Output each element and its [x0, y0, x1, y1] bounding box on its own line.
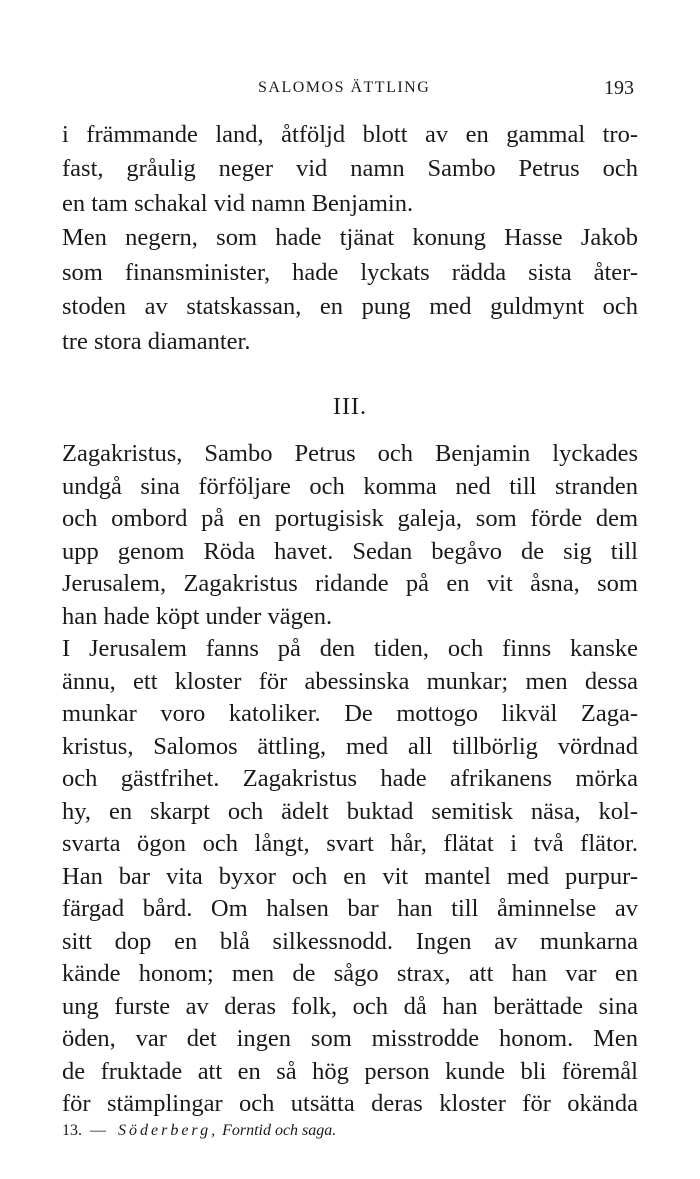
footer-title: Forntid och saga.	[222, 1122, 337, 1139]
text-line: och ombord på en portugisisk galeja, som förde dem	[62, 505, 638, 532]
footer-signature-line	[62, 1121, 336, 1141]
text-line: I Jerusalem fanns på den tiden, och finns kanske	[62, 635, 638, 662]
text-line: svarta ögon och långt, svart hår, flätat i två flätor.	[62, 830, 638, 857]
text-line: hy, en skarpt och ädelt buktad semitisk näsa, kol-	[62, 798, 638, 825]
text-line: i främmande land, åtföljd blott av en gammal tro-	[62, 121, 638, 148]
text-line: Jerusalem, Zagakristus ridande på en vit åsna, som	[62, 570, 638, 597]
footer-dash: —	[90, 1122, 106, 1139]
section-heading: III.	[333, 394, 367, 420]
running-title: SALOMOS ÄTTLING	[258, 79, 431, 96]
text-line: och gästfrihet. Zagakristus hade afrikanens mörka	[62, 765, 638, 792]
text-line: kände honom; men de sågo strax, att han var en	[62, 960, 638, 987]
text-line: tre stora diamanter.	[62, 328, 251, 355]
text-line: öden, var det ingen som misstrodde honom. Men	[62, 1025, 638, 1052]
text-line: en tam schakal vid namn Benjamin.	[62, 190, 414, 217]
text-line: de fruktade att en så hög person kunde bli föremål	[62, 1058, 638, 1085]
text-line: Han bar vita byxor och en vit mantel med purpur-	[62, 863, 638, 890]
footer-author: Söderberg,	[118, 1122, 219, 1139]
text-line: undgå sina förföljare och komma ned till stranden	[62, 473, 638, 500]
text-line: färgad bård. Om halsen bar han till åminnelse av	[62, 895, 638, 922]
text-line: Men negern, som hade tjänat konung Hasse Jakob	[62, 224, 638, 251]
text-line: han hade köpt under vägen.	[62, 603, 333, 630]
text-line: för stämplingar och utsätta deras kloster för okända	[62, 1090, 638, 1117]
text-line: kristus, Salomos ättling, med all tillbörlig vördnad	[62, 733, 638, 760]
text-line: ännu, ett kloster för abessinska munkar; men dessa	[62, 668, 638, 695]
text-line: som finansminister, hade lyckats rädda sista åter-	[62, 259, 638, 286]
text-line: sitt dop en blå silkessnodd. Ingen av munkarna	[62, 928, 638, 955]
text-line: ung furste av deras folk, och då han berättade sina	[62, 993, 638, 1020]
text-line: stoden av statskassan, en pung med guldmynt och	[62, 293, 638, 320]
signature-mark: 13.	[62, 1122, 82, 1139]
text-line: munkar voro katoliker. De mottogo likväl Zaga-	[62, 700, 638, 727]
page-number: 193	[604, 77, 634, 99]
text-line: Zagakristus, Sambo Petrus och Benjamin lyckades	[62, 440, 638, 467]
text-line: fast, gråulig neger vid namn Sambo Petrus och	[62, 155, 638, 182]
text-line: upp genom Röda havet. Sedan begåvo de sig till	[62, 538, 638, 565]
